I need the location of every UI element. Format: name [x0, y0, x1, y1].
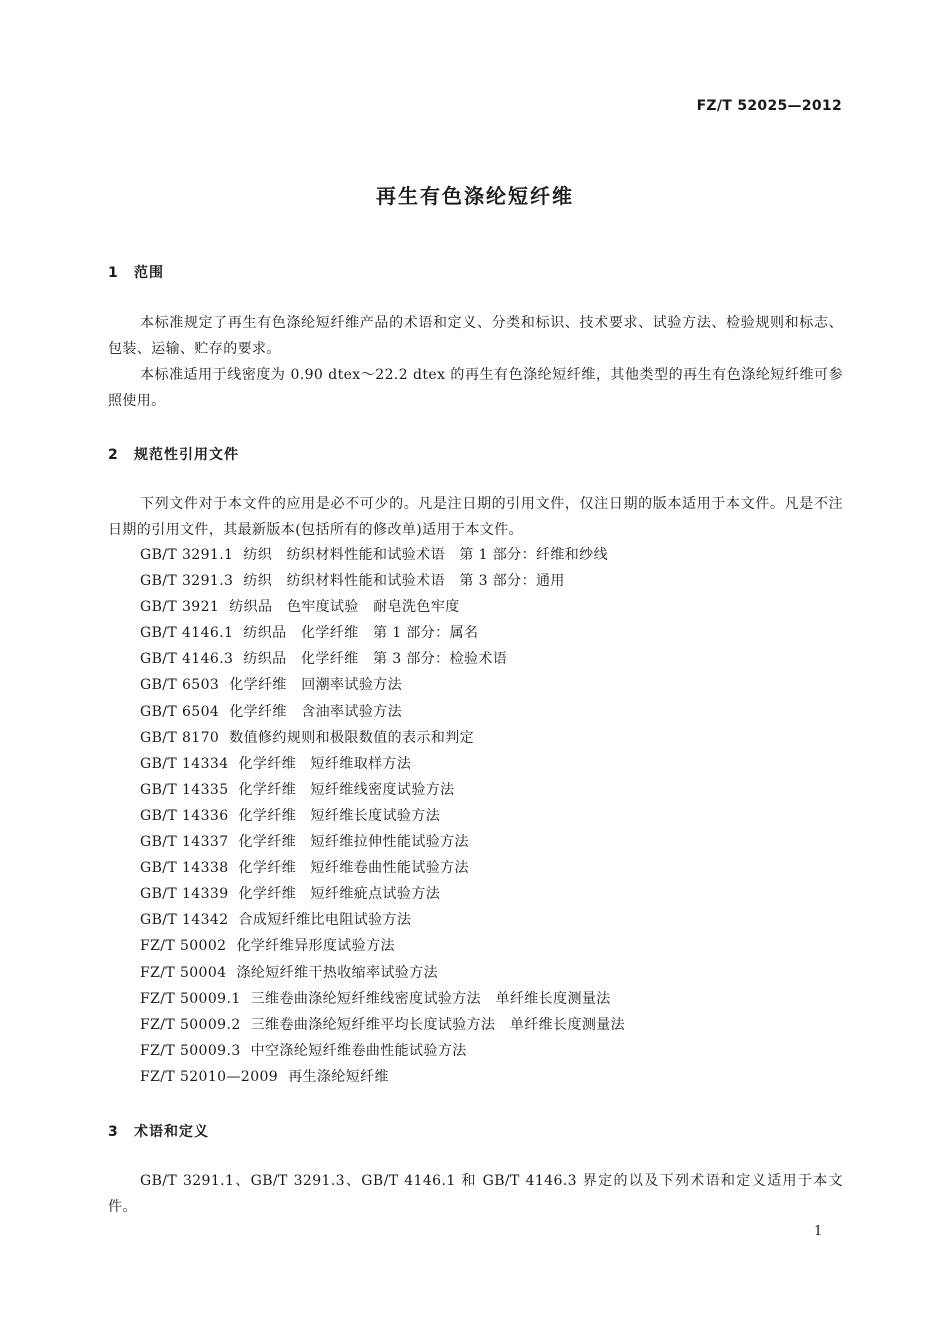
reference-item — [140, 855, 625, 881]
reference-title: 化学纤维 短纤维卷曲性能试验方法 — [238, 860, 469, 877]
reference-code: GB/T 14337 — [140, 834, 229, 851]
reference-title: 化学纤维异形度试验方法 — [236, 938, 395, 955]
section-number: 1 — [108, 265, 119, 281]
reference-title: 纺织 纺织材料性能和试验术语 第 3 部分：通用 — [243, 573, 565, 590]
reference-title: 化学纤维 回潮率试验方法 — [229, 677, 403, 694]
reference-title: 化学纤维 短纤维长度试验方法 — [238, 807, 441, 824]
reference-title: 纺织品 色牢度试验 耐皂洗色牢度 — [229, 599, 460, 616]
reference-title: 化学纤维 短纤维线密度试验方法 — [238, 781, 455, 798]
reference-item — [140, 672, 625, 698]
reference-item — [140, 933, 625, 959]
reference-item — [140, 803, 625, 829]
reference-item — [140, 881, 625, 907]
reference-code: FZ/T 50009.2 — [140, 1016, 241, 1033]
reference-code: GB/T 14335 — [140, 781, 229, 798]
reference-title: 数值修约规则和极限数值的表示和判定 — [229, 729, 475, 746]
reference-title: 化学纤维 含油率试验方法 — [229, 703, 403, 720]
reference-code: FZ/T 52010—2009 — [140, 1068, 279, 1085]
scope-paragraph-2: 本标准适用于线密度为 0.90 dtex～22.2 dtex 的再生有色涤纶短纤维，其他类型的再生有色涤纶短纤维可参照使用。 — [108, 367, 843, 409]
reference-title: 纺织品 化学纤维 第 3 部分：检验术语 — [243, 651, 508, 668]
reference-title: 纺织 纺织材料性能和试验术语 第 1 部分：纤维和纱线 — [243, 547, 608, 563]
reference-code: GB/T 4146.3 — [140, 651, 234, 668]
section-number: 2 — [108, 447, 119, 463]
page-number: 1 — [814, 1224, 823, 1239]
section-title: 规范性引用文件 — [134, 447, 239, 463]
reference-title: 涤纶短纤维干热收缩率试验方法 — [236, 964, 439, 981]
reference-item — [140, 646, 625, 672]
reference-title: 中空涤纶短纤维卷曲性能试验方法 — [250, 1042, 467, 1059]
standard-number: FZ/T 52025—2012 — [696, 98, 842, 114]
reference-title: 化学纤维 短纤维疵点试验方法 — [238, 886, 441, 903]
reference-code: GB/T 3921 — [140, 599, 220, 616]
reference-code: GB/T 4146.1 — [140, 625, 234, 642]
reference-title: 合成短纤维比电阻试验方法 — [238, 912, 412, 929]
reference-item — [140, 542, 625, 568]
scope-paragraph-1: 本标准规定了再生有色涤纶短纤维产品的术语和定义、分类和标识、技术要求、试验方法、检验规则和标志、包装、运输、贮存的要求。 — [108, 315, 843, 357]
reference-title: 化学纤维 短纤维拉伸性能试验方法 — [238, 834, 469, 851]
reference-code: FZ/T 50009.1 — [140, 990, 241, 1007]
normative-intro: 下列文件对于本文件的应用是必不可少的。凡是注日期的引用文件，仅注日期的版本适用于本文件。凡是不注日期的引用文件，其最新版本(包括所有的修改单)适用于本文件。 — [108, 496, 843, 538]
reference-title: 三维卷曲涤纶短纤维线密度试验方法 单纤维长度测量法 — [250, 990, 611, 1007]
reference-code: GB/T 14334 — [140, 755, 229, 772]
reference-title: 纺织品 化学纤维 第 1 部分：属名 — [243, 625, 479, 642]
reference-item — [140, 725, 625, 751]
reference-code: GB/T 3291.1 — [140, 547, 234, 563]
document-title: 再生有色涤纶短纤维 — [376, 184, 574, 208]
reference-code: GB/T 14339 — [140, 886, 229, 903]
reference-code: FZ/T 50009.3 — [140, 1042, 241, 1059]
section-title: 术语和定义 — [134, 1124, 209, 1140]
reference-item — [140, 907, 625, 933]
section-2-heading — [108, 444, 239, 464]
reference-item — [140, 568, 625, 594]
reference-code: GB/T 14342 — [140, 912, 229, 929]
reference-item — [140, 960, 625, 986]
section-number: 3 — [108, 1124, 119, 1140]
reference-item — [140, 594, 625, 620]
reference-item — [140, 986, 625, 1012]
terms-intro: GB/T 3291.1、GB/T 3291.3、GB/T 4146.1 和 GB/T 4146.3 界定的以及下列术语和定义适用于本文件。 — [108, 1173, 843, 1215]
reference-code: GB/T 6504 — [140, 703, 220, 720]
reference-code: FZ/T 50004 — [140, 964, 227, 981]
reference-code: GB/T 8170 — [140, 729, 220, 746]
reference-code: FZ/T 50002 — [140, 938, 227, 955]
reference-code: GB/T 3291.3 — [140, 573, 234, 590]
reference-item — [140, 699, 625, 725]
reference-item — [140, 1038, 625, 1064]
reference-item — [140, 1064, 625, 1090]
reference-item — [140, 829, 625, 855]
reference-title: 化学纤维 短纤维取样方法 — [238, 755, 412, 772]
reference-list — [140, 542, 625, 1090]
reference-code: GB/T 14336 — [140, 807, 229, 824]
reference-code: GB/T 6503 — [140, 677, 220, 694]
reference-item — [140, 777, 625, 803]
reference-title: 再生涤纶短纤维 — [288, 1068, 389, 1085]
reference-item — [140, 1012, 625, 1038]
reference-title: 三维卷曲涤纶短纤维平均长度试验方法 单纤维长度测量法 — [250, 1016, 626, 1033]
section-3-heading — [108, 1121, 209, 1141]
reference-item — [140, 751, 625, 777]
reference-code: GB/T 14338 — [140, 860, 229, 877]
section-1-heading — [108, 262, 164, 282]
section-title: 范围 — [134, 265, 164, 281]
reference-item — [140, 620, 625, 646]
